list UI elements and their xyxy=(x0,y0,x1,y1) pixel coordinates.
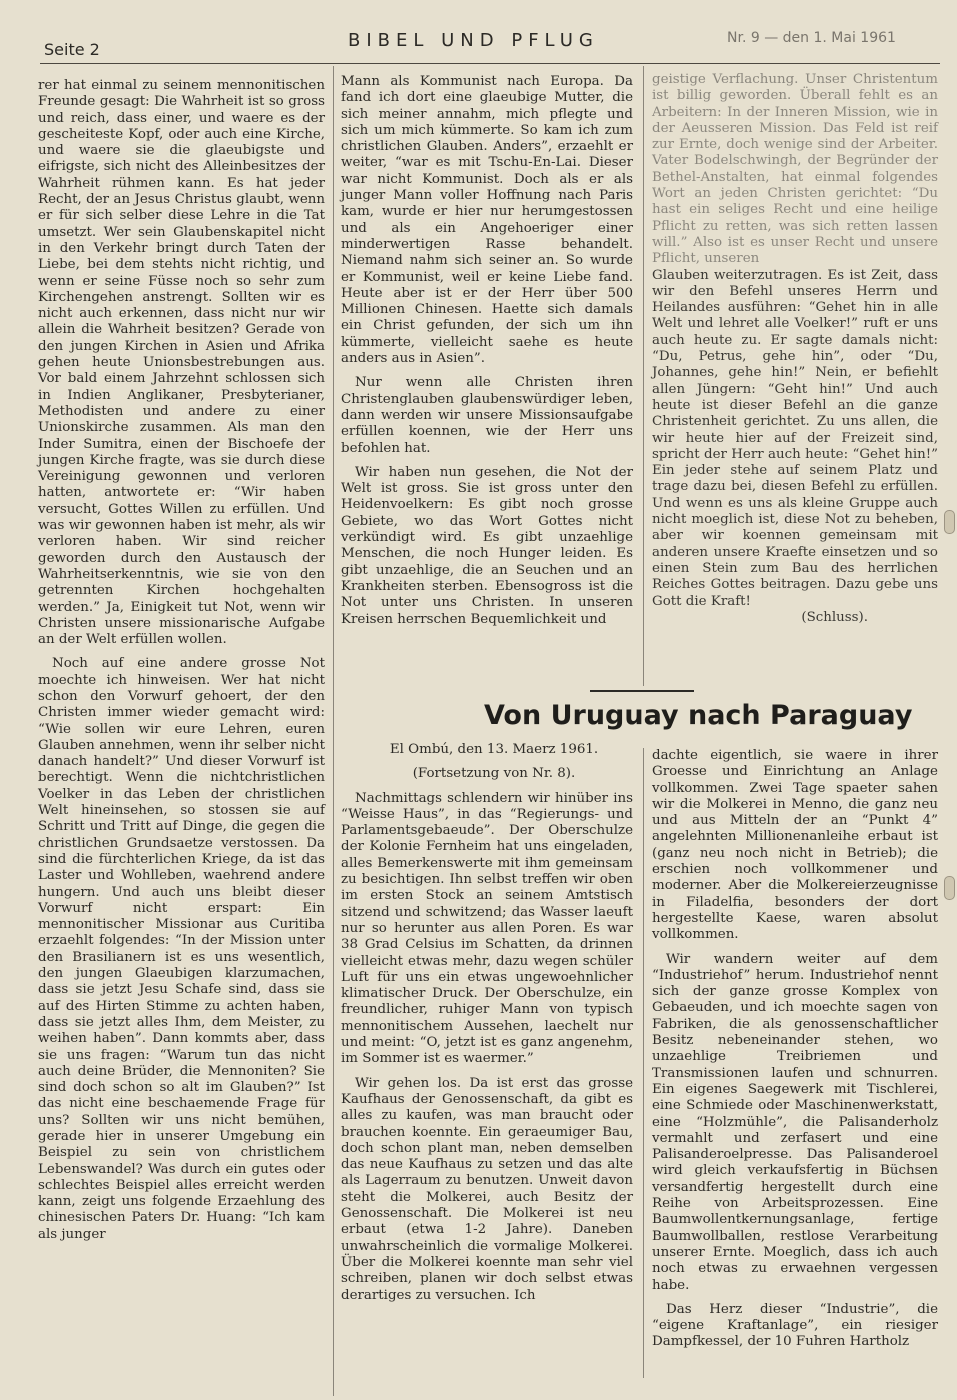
header-rule xyxy=(40,63,940,64)
page-header xyxy=(0,0,957,60)
article-end-mark: (Schluss). xyxy=(801,609,868,625)
column-divider xyxy=(643,66,644,686)
continuation-note: (Fortsetzung von Nr. 8). xyxy=(412,766,576,782)
article-headline: Von Uruguay nach Paraguay xyxy=(484,700,913,731)
paragraph: Noch auf eine andere grosse Not moechte ich hinweisen. Wer hat nicht schon den Vorwurf gehoert, der den Christen immer wieder gemacht wird: “Wie sollen wir eure Lehren, euren Glauben annehmen, wenn ihr selber nicht danach handelt?” Und dieser Vorwurf ist berechtigt. Wenn die nichtchristlichen Voelker in das Leben der christlichen Welt hineinsehen, so stossen sie auf Schritt und Tritt auf Dinge, die gegen die christlichen Grundsaetze verstossen. Da sind die fürchterlichen Kriege, da ist das Laster und Wohlleben, waehrend andere hungern. Und auch uns bleibt dieser Vorwurf nicht erspart: Ein mennonitischer Missionar aus Curitiba erzaehlt folgendes: “In der Mission unter den Brasilianern ist es uns wesentlich, den jungen Glaeubigen klarzumachen, dass sie jetzt Jesu Schafe sind, dass sie auf des Hirten Stimme zu achten haben, dass sie jetzt alles Ihm, dem Meister, zu weihen haben”. Dann kommts aber, dass sie uns fragen: “Warum tun das nicht auch deine Brüder, die Mennoniten? Sie sind doch schon so alt im Glauben?” Ist das nicht eine beschaemende Frage für uns? Sollten wir uns nicht bemühen, gerade hier in unserer Umgebung ein Beispiel zu sein von christlichem Lebenswandel? Was durch ein gutes oder schlechtes Beispiel alles erreicht werden kann, zeigt uns folgende Erzaehlung des chinesischen Paters Dr. Huang: “Ich kam als junger xyxy=(38,656,325,1242)
article-separator xyxy=(590,690,694,692)
article-column-3 xyxy=(652,72,938,626)
article-column-1 xyxy=(38,78,325,1251)
dateline: El Ombú, den 13. Maerz 1961. xyxy=(389,742,599,757)
masthead: BIBEL UND PFLUG xyxy=(348,30,599,51)
faded-paragraph: geistige Verflachung. Unser Christentum ist billig geworden. Überall fehlt es an Arbeitern: In der Inneren Mission, wie in der Aeusseren Mission. Das Feld ist reif zur Ernte, doch wenige sind der Arbeiter. Vater Bodelschwingh, der Begründer der Bethel-Anstalten, hat einmal folgendes Wort an jeden Christen gerichtet: “Du hast ein seliges Recht und eine heilige Pflicht zu retten, was sich retten lassen will.” Also ist es unser Recht und unsere Pflicht, unseren xyxy=(652,72,938,267)
binder-hole-icon xyxy=(944,876,955,900)
article2-column-2 xyxy=(652,748,938,1359)
paragraph: Wir gehen los. Da ist erst das grosse Kaufhaus der Genossenschaft, da gibt es alles zu kaufen, was man braucht oder brauchen koennte. Ein geraeumiger Bau, doch schon plant man, neben demselben das neue Kaufhaus zu setzen und das alte als Lagerraum zu benutzen. Unweit davon steht die Molkerei, auch Besitz der Genossenschaft. Die Molkerei ist neu erbaut (etwa 1-2 Jahre). Daneben unwahrscheinlich die vormalige Molkerei. Über die Molkerei koennte man sehr viel schreiben, planen wir doch selbst etwas derartiges zu versuchen. Ich xyxy=(341,1075,633,1303)
column-divider xyxy=(643,748,644,1378)
article-column-2 xyxy=(341,74,633,636)
paragraph: Nachmittags schlendern wir hinüber ins “Weisse Haus”, in das “Regierungs- und Parlamentsgebaeude”. Der Oberschulze der Kolonie Fernheim hat uns eingeladen, alles Bemerkenswerte mit ihm gemeinsam zu besichtigen. Ihn selbst treffen wir oben im ersten Stock an seinem Amtstisch sitzend und schwitzend; das Wasser laeuft nur so herunter aus allen Poren. Es war 38 Grad Celsius im Schatten, da drinnen vielleicht etwas mehr, dazu wegen schüler Luft für uns ein etwas ungewoehnlicher klimatischer Druck. Der Oberschulze, ein freundlicher, ruhiger Mann von typisch mennonitischem Aussehen, laechelt nur und meint: “O, jetzt ist es ganz angenehm, im Sommer ist es waermer.” xyxy=(341,790,633,1067)
paragraph: Nur wenn alle Christen ihren Christenglauben glaubenswürdiger leben, dann werden wir unsere Missionsaufgabe erfüllen koennen, wie der Herr uns befohlen hat. xyxy=(341,375,633,456)
paragraph: Das Herz dieser “Industrie”, die “eigene Kraftanlage”, ein riesiger Dampfkessel, der 10 Fuhren Hartholz xyxy=(652,1301,938,1350)
article2-column-1 xyxy=(341,742,633,1312)
page-number: Seite 2 xyxy=(44,40,100,59)
issue-date: Nr. 9 — den 1. Mai 1961 xyxy=(727,30,896,46)
paragraph: Mann als Kommunist nach Europa. Da fand ich dort eine glaeubige Mutter, die sich meiner annahm, mich pflegte und sich um mich kümmerte. So kam ich zum christlichen Glauben. Anders”, erzaehlt er weiter, “war es mit Tschu-En-Lai. Dieser war nicht Kommunist. Doch als er als junger Mann voller Hoffnung nach Paris kam, wurde er hier nur herumgestossen und als ein Angehoeriger einer minderwertigen Rasse behandelt. Niemand nahm sich seiner an. So wurde er Kommunist, weil er keine Liebe fand. Heute aber ist er der Herr über 500 Millionen Chinesen. Haette sich damals ein Christ gefunden, der sich um ihn kümmerte, vielleicht saehe es heute anders aus in Asien”. xyxy=(341,74,633,367)
paragraph: dachte eigentlich, sie waere in ihrer Groesse und Einrichtung an Anlage vollkommen. Zwei Tage spaeter sahen wir die Molkerei in Menno, die ganz neu und aus Mitteln der an “Punkt 4” angelehnten Millionenanleihe erbaut ist (ganz neu noch nicht in Betrieb); die erschien noch vollkommener und moderner. Aber die Molkereierzeugnisse in Filadelfia, besonders der dort hergestellte Kaese, waren absolut vollkommen. xyxy=(652,748,938,943)
paragraph: Wir haben nun gesehen, die Not der Welt ist gross. Sie ist gross unter den Heidenvoelkern: Es gibt noch grosse Gebiete, wo das Wort Gottes nicht verkündigt wird. Es gibt unzaehlige Menschen, die noch Hunger leiden. Es gibt unzaehlige, die an Seuchen und an Krankheiten sterben. Ebensogross ist die Not unter uns Christen. In unseren Kreisen herrschen Bequemlichkeit und xyxy=(341,464,633,627)
column-divider xyxy=(333,66,334,1396)
paragraph: Wir wandern weiter auf dem “Industriehof” herum. Industriehof nennt sich der ganze grosse Komplex von Gebaeuden, und ich moechte sagen von Fabriken, die als genossenschaftlicher Besitz nebeneinander stehen, wo unzaehlige Treibriemen und Transmissionen laufen und schnurren. Ein eigenes Saegewerk mit Tischlerei, eine Schmiede oder Maschinenwerkstatt, eine “Holzmühle”, die Palisanderholz vermahlt und zerfasert und eine Palisanderoelpresse. Das Palisanderoel wird gleich verkaufsfertig in Büchsen versandfertig hergestellt durch eine Reihe von Arbeitsprozessen. Eine Baumwollentkernungsanlage, fertige Baumwollballen, restlose Verarbeitung unserer Ernte. Moeglich, dass ich auch noch etwas zu erwaehnen vergessen habe. xyxy=(652,951,938,1293)
binder-hole-icon xyxy=(944,510,955,534)
paragraph: rer hat einmal zu seinem mennonitischen Freunde gesagt: Die Wahrheit ist so gross und reich, dass einer, und waere es der gescheiteste Kopf, oder auch eine Kirche, und waere sie die glaeubigste und eifrigste, sich nicht des Alleinbesitzes der Wahrheit rühmen kann. Es hat jeder Recht, der an Jesus Christus glaubt, wenn er für sich selber diese Lehre in die Tat umsetzt. Wer sein Glaubenskapitel nicht in den Verkehr bringt durch Taten der Liebe, bei dem stehts nicht richtig, und wenn er seine Füsse noch so sehr zum Kirchengehen anstrengt. Sollten wir es nicht auch erkennen, dass nicht nur wir allein die Wahrheit besitzen? Gerade von den jungen Kirchen in Asien und Afrika gehen heute Unionsbestrebungen aus. Vor bald einem Jahrzehnt schlossen sich in Indien Anglikaner, Presbyterianer, Methodisten und andere zu einer Unionskirche zusammen. Als man den Inder Sumitra, einen der Bischoefe der jungen Kirche fragte, was sie durch diese Vereinigung gewonnen und verloren hatten, antwortete er: “Wir haben versucht, Gottes Willen zu erfüllen. Und was wir gewonnen haben ist mehr, als wir verloren haben. Wir sind reicher geworden durch den Austausch der Wahrheitserkenntnis, wie sie von den getrennten Kirchen hochgehalten werden.” Ja, Einigkeit tut Not, wenn wir Christen unsere missionarische Aufgabe an der Welt erfüllen wollen. xyxy=(38,78,325,648)
paragraph: Glauben weiterzutragen. Es ist Zeit, dass wir den Befehl unseres Herrn und Heilandes ausführen: “Gehet hin in alle Welt und lehret alle Voelker!” ruft er uns auch heute zu. Er sagte damals nicht: “Du, Petrus, gehe hin”, oder “Du, Johannes, gehe hin!” Nein, er befiehlt allen Jüngern: “Geht hin!” Und auch heute ist dieser Befehl an die ganze Christenheit gerichtet. Zu uns allen, die wir heute hier auf der Freizeit sind, spricht der Herr auch heute: “Gehet hin!” Ein jeder stehe auf seinem Platz und trage dazu bei, diesen Befehl zu erfüllen. Und wenn es uns als kleine Gruppe auch nicht moeglich ist, diese Not zu beheben, aber wir koennen gemeinsam mit anderen unsere Kraefte einsetzen und so einen Stein zum Bau des herrlichen Reiches Gottes beitragen. Dazu gebe uns Gott die Kraft! xyxy=(652,267,938,609)
